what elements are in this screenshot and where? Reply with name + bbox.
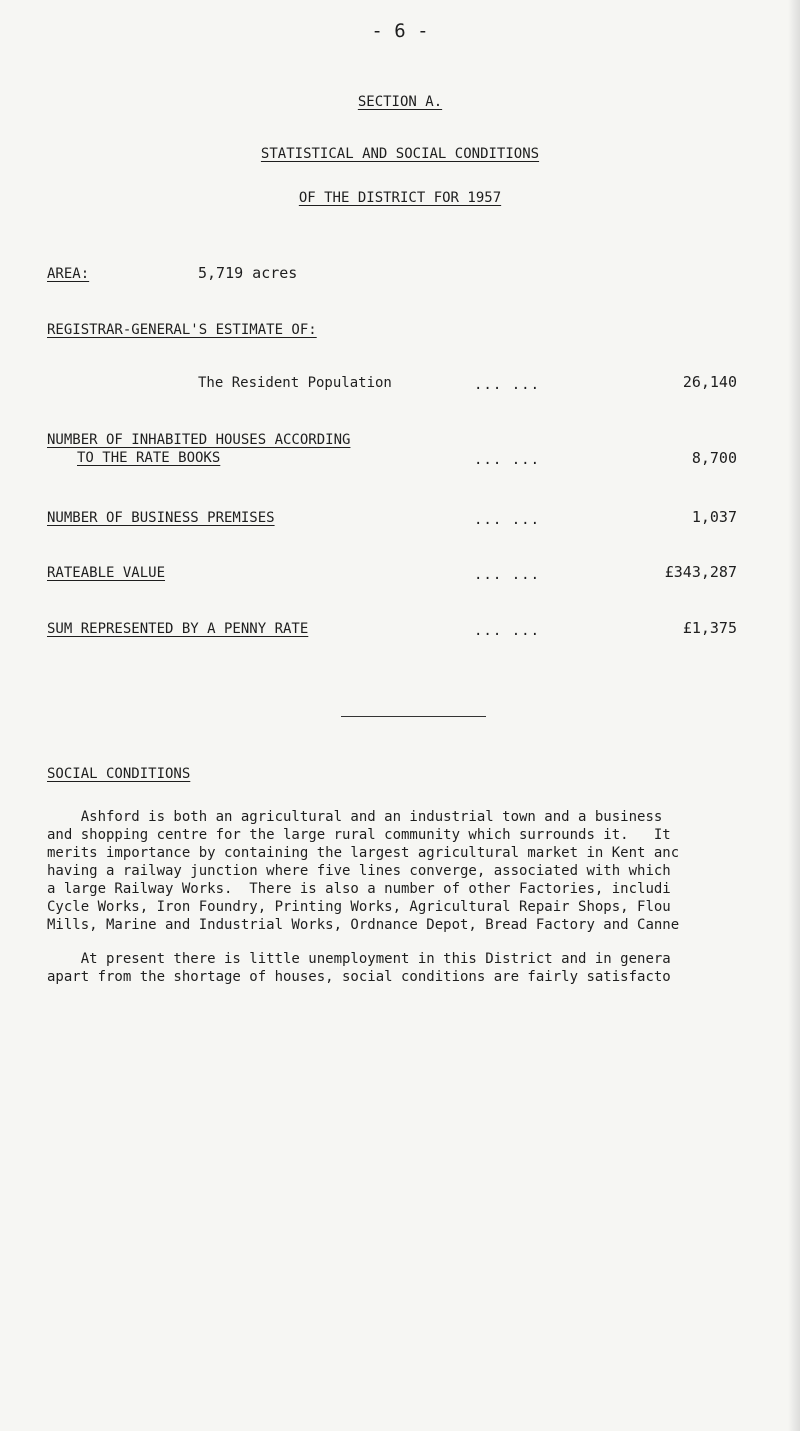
- stat-label-rateable-value: RATEABLE VALUE: [47, 565, 166, 581]
- social-heading: SOCIAL CONDITIONS: [47, 766, 191, 782]
- stat-label-penny-rate: SUM REPRESENTED BY A PENNY RATE: [47, 621, 309, 637]
- paragraph-line: Mills, Marine and Industrial Works, Ordnance Depot, Bread Factory and Canne: [47, 917, 680, 933]
- stat-label-houses-2: TO THE RATE BOOKS: [77, 450, 221, 466]
- stat-label-houses-1: NUMBER OF INHABITED HOUSES ACCORDING: [47, 432, 351, 448]
- stat-value-rateable-value: £343,287: [664, 563, 737, 581]
- stat-label-population: The Resident Population: [198, 375, 392, 391]
- paragraph-line: merits importance by containing the largest agricultural market in Kent anc: [47, 845, 680, 861]
- stat-value-population: 26,140: [682, 373, 737, 391]
- stat-dots: ... ...: [474, 512, 541, 528]
- stat-value-business-premises: 1,037: [691, 508, 737, 526]
- stat-dots: ... ...: [474, 377, 541, 393]
- paragraph-line: At present there is little unemployment in this District and in genera: [47, 951, 671, 967]
- stat-dots: ... ...: [474, 452, 541, 468]
- stat-value-penny-rate: £1,375: [682, 619, 737, 637]
- paragraph-line: a large Railway Works. There is also a number of other Factories, includi: [47, 881, 671, 897]
- divider-rule: [341, 716, 486, 717]
- area-label: AREA:: [47, 266, 90, 282]
- stat-dots: ... ...: [474, 623, 541, 639]
- social-paragraph-2: [47, 950, 671, 986]
- paragraph-line: Cycle Works, Iron Foundry, Printing Works, Agricultural Repair Shops, Flou: [47, 899, 671, 915]
- registrar-heading: REGISTRAR-GENERAL'S ESTIMATE OF:: [47, 322, 317, 338]
- page-edge-shadow: [788, 0, 800, 1431]
- heading-line-2: OF THE DISTRICT FOR 1957: [298, 190, 502, 206]
- heading-line-1: STATISTICAL AND SOCIAL CONDITIONS: [260, 146, 540, 162]
- page-number: - 6 -: [371, 20, 429, 42]
- stat-value-houses: 8,700: [691, 449, 737, 467]
- stat-label-business-premises: NUMBER OF BUSINESS PREMISES: [47, 510, 275, 526]
- area-value: 5,719 acres: [198, 264, 298, 282]
- stat-dots: ... ...: [474, 567, 541, 583]
- paragraph-line: Ashford is both an agricultural and an industrial town and a business: [47, 809, 663, 825]
- paragraph-line: having a railway junction where five lines converge, associated with which: [47, 863, 671, 879]
- paragraph-line: apart from the shortage of houses, social conditions are fairly satisfacto: [47, 969, 671, 985]
- social-paragraph-1: [47, 808, 679, 934]
- paragraph-line: and shopping centre for the large rural community which surrounds it. It: [47, 827, 671, 843]
- section-title: SECTION A.: [357, 94, 443, 110]
